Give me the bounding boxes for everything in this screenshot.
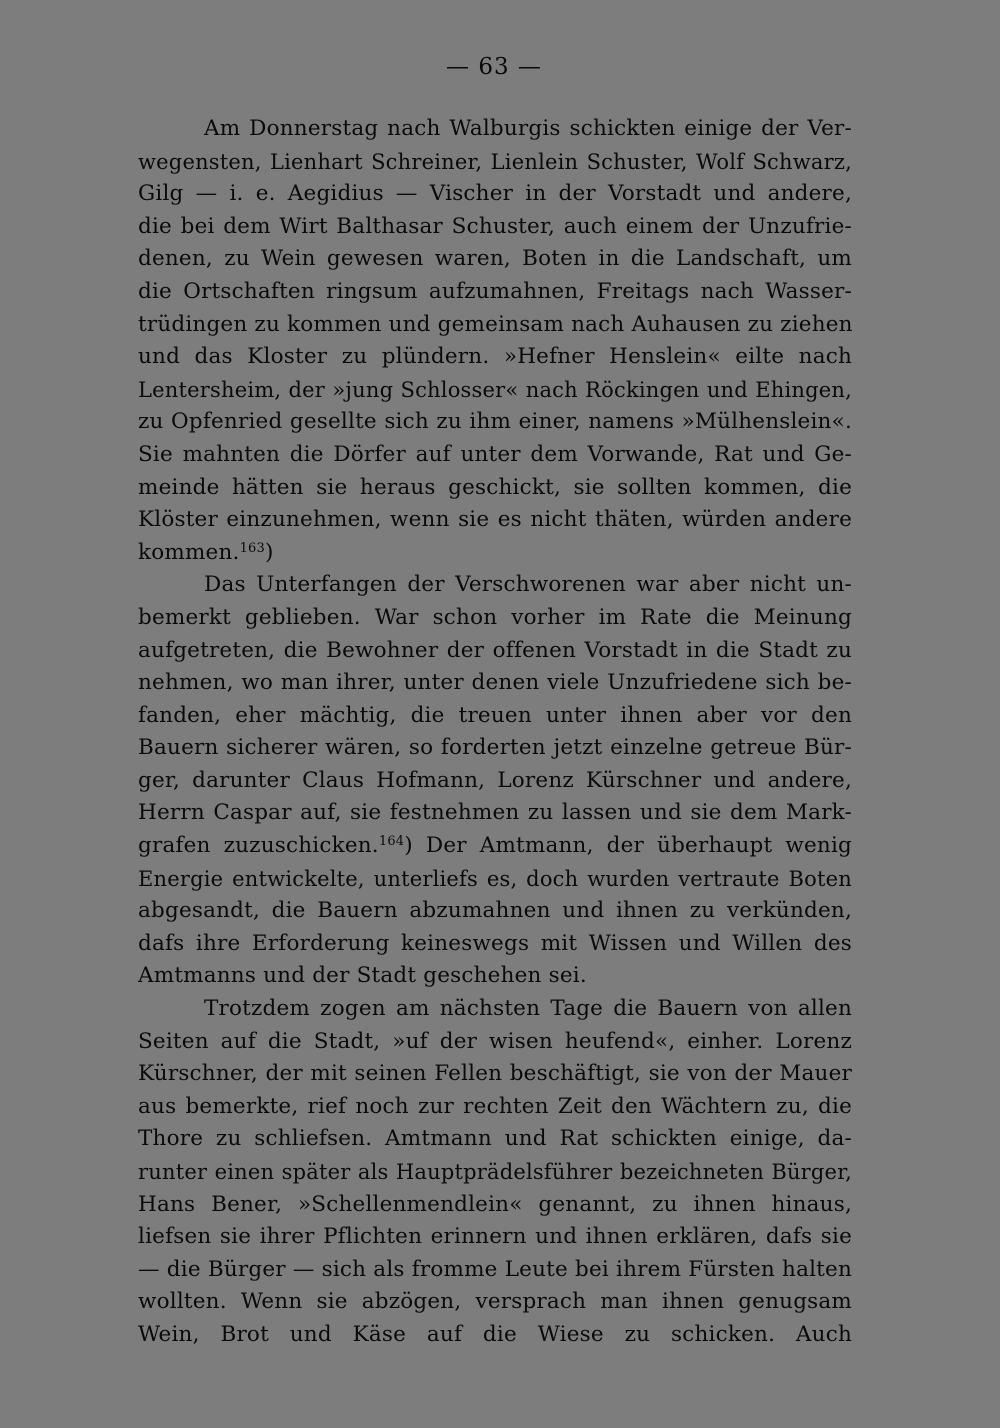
text-line bbox=[138, 146, 852, 179]
line-text: zu Opfenried gesellte sich zu ihm einer, namens »Mülhenslein«. bbox=[138, 409, 852, 435]
line-text: trüdingen zu kommen und gemeinsam nach Auhausen zu ziehen bbox=[138, 311, 853, 337]
text-line bbox=[138, 211, 852, 244]
text-line bbox=[138, 895, 852, 928]
line-text: kommen. bbox=[138, 539, 240, 565]
text-line bbox=[138, 472, 852, 505]
line-text: denen, zu Wein gewesen waren, Boten in die Landschaft, um bbox=[138, 246, 852, 272]
text-line bbox=[138, 830, 852, 863]
text-line bbox=[138, 732, 852, 765]
text-line bbox=[138, 700, 852, 733]
line-text: Bauern sicherer wären, so forderten jetzt einzelne getreue Bür- bbox=[138, 735, 852, 761]
line-text: Hans Bener, »Schellenmendlein« genannt, zu ihnen hinaus, bbox=[138, 1191, 852, 1217]
text-line bbox=[138, 537, 852, 570]
text-line bbox=[138, 993, 852, 1026]
text-line bbox=[138, 1156, 852, 1189]
line-text: — die Bürger — sich als fromme Leute bei ihrem Fürsten halten bbox=[138, 1256, 852, 1282]
text-line bbox=[138, 1319, 852, 1352]
line-text: nehmen, wo man ihrer, unter denen viele Unzufriedene sich be- bbox=[138, 670, 852, 696]
text-line bbox=[138, 1026, 852, 1059]
line-text: und das Kloster zu plündern. »Hefner Henslein« eilte nach bbox=[138, 344, 852, 370]
line-text: Gilg — i. e. Aegidius — Vischer in der Vorstadt und andere, bbox=[138, 181, 852, 207]
text-line bbox=[138, 341, 852, 374]
footnote-reference: 163 bbox=[239, 540, 265, 556]
line-text: Klöster einzunehmen, wenn sie es nicht thäten, würden andere bbox=[138, 507, 852, 533]
page-number: — 63 — bbox=[446, 54, 542, 80]
text-line bbox=[138, 569, 852, 602]
text-line bbox=[138, 1286, 852, 1319]
text-line bbox=[138, 406, 852, 439]
line-text: Wein, Brot und Käse auf die Wiese zu schicken. Auch bbox=[138, 1321, 852, 1347]
text-line bbox=[138, 928, 852, 961]
text-line bbox=[138, 374, 852, 407]
line-text: Amtmanns und der Stadt geschehen sei. bbox=[138, 963, 587, 989]
text-line bbox=[138, 504, 852, 537]
line-text: abgesandt, die Bauern abzumahnen und ihnen zu verkünden, bbox=[138, 898, 852, 924]
line-text: fanden, eher mächtig, die treuen unter ihnen aber vor den bbox=[138, 702, 852, 728]
text-line bbox=[138, 667, 852, 700]
text-line bbox=[138, 309, 852, 342]
text-line bbox=[138, 1058, 852, 1091]
line-text: aus bemerkte, rief noch zur rechten Zeit den Wächtern zu, die bbox=[138, 1093, 852, 1119]
line-text: wollten. Wenn sie abzögen, versprach man ihnen genugsam bbox=[138, 1289, 852, 1315]
text-line bbox=[138, 276, 852, 309]
text-line bbox=[138, 243, 852, 276]
line-text: Energie entwickelte, unterliefs es, doch wurden vertraute Boten bbox=[138, 866, 852, 891]
line-text-continued: ) Der Amtmann, der überhaupt wenig bbox=[404, 833, 853, 859]
line-text: ger, darunter Claus Hofmann, Lorenz Kürschner und andere, bbox=[138, 767, 852, 793]
text-line bbox=[138, 178, 852, 211]
line-text: Trotzdem zogen am nächsten Tage die Bauern von allen bbox=[204, 996, 852, 1022]
text-line bbox=[138, 1254, 852, 1287]
line-text: runter einen später als Hauptprädelsführer bezeichneten Bürger, bbox=[138, 1160, 852, 1184]
text-line bbox=[138, 1221, 852, 1254]
line-text: Thore zu schliefsen. Amtmann und Rat schickten einige, da- bbox=[138, 1126, 852, 1152]
text-line bbox=[138, 863, 852, 896]
text-line bbox=[138, 113, 852, 146]
line-text: dafs ihre Erforderung keineswegs mit Wissen und Willen des bbox=[138, 930, 852, 956]
body-text bbox=[138, 113, 852, 1352]
line-text: Sie mahnten die Dörfer auf unter dem Vorwande, Rat und Ge- bbox=[138, 441, 852, 467]
line-text: Herrn Caspar auf, sie festnehmen zu lassen und sie dem Mark- bbox=[138, 800, 852, 826]
line-text-continued: ) bbox=[264, 539, 274, 565]
line-text: bemerkt geblieben. War schon vorher im Rate die Meinung bbox=[138, 604, 852, 630]
text-line bbox=[138, 797, 852, 830]
line-text: die Ortschaften ringsum aufzumahnen, Freitags nach Wasser- bbox=[138, 278, 852, 304]
text-line bbox=[138, 635, 852, 668]
line-text: meinde hätten sie heraus geschickt, sie sollten kommen, die bbox=[138, 474, 852, 500]
line-text: Kürschner, der mit seinen Fellen beschäftigt, sie von der Mauer bbox=[138, 1061, 852, 1087]
line-text: liefsen sie ihrer Pflichten erinnern und ihnen erklären, dafs sie bbox=[138, 1224, 852, 1250]
text-line bbox=[138, 1091, 852, 1124]
text-line bbox=[138, 765, 852, 798]
text-line bbox=[138, 1189, 852, 1222]
footnote-reference: 164 bbox=[378, 834, 405, 850]
line-text: Seiten auf die Stadt, »uf der wisen heufend«, einher. Lorenz bbox=[138, 1028, 852, 1054]
line-text: wegensten, Lienhart Schreiner, Lienlein Schuster, Wolf Schwarz, bbox=[138, 149, 852, 174]
text-line bbox=[138, 1123, 852, 1156]
line-text: Das Unterfangen der Verschworenen war aber nicht un- bbox=[204, 572, 852, 598]
text-line bbox=[138, 439, 852, 472]
line-text: die bei dem Wirt Balthasar Schuster, auch einem der Unzufrie- bbox=[138, 213, 852, 239]
line-text: Am Donnerstag nach Walburgis schickten einige der Ver- bbox=[204, 116, 852, 141]
line-text: grafen zuzuschicken. bbox=[138, 833, 379, 859]
text-line bbox=[138, 602, 852, 635]
line-text: Lentersheim, der »jung Schlosser« nach Röckingen und Ehingen, bbox=[138, 377, 852, 402]
line-text: aufgetreten, die Bewohner der offenen Vorstadt in die Stadt zu bbox=[138, 637, 852, 663]
text-line bbox=[138, 960, 852, 993]
